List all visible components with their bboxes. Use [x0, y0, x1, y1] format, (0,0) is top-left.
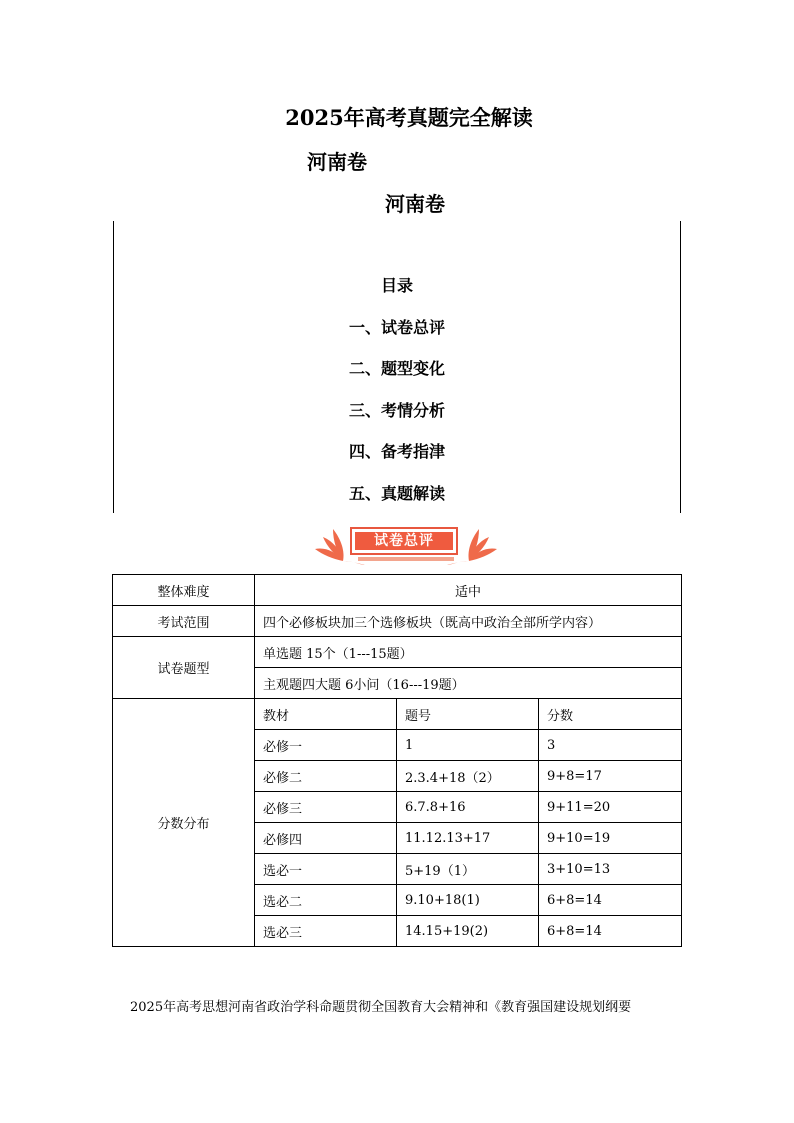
- toc-item-3[interactable]: 三、考情分析: [348, 401, 445, 420]
- types-row-1: 单选题 15个（1---15题）: [255, 637, 682, 668]
- table-row: [113, 637, 682, 668]
- dist-cell: 9+10=19: [539, 823, 682, 854]
- difficulty-label: 整体难度: [113, 575, 255, 606]
- dist-cell: 选必二: [255, 885, 397, 916]
- dist-cell: 6.7.8+16: [397, 792, 539, 823]
- toc-item-4[interactable]: 四、备考指津: [348, 442, 445, 461]
- dist-cell: 必修三: [255, 792, 397, 823]
- table-row: [113, 575, 682, 606]
- types-label: 试卷题型: [113, 637, 255, 699]
- banner-label: 试卷总评: [355, 532, 453, 550]
- dist-cell: 11.12.13+17: [397, 823, 539, 854]
- dist-cell: 2.3.4+18（2）: [397, 761, 539, 792]
- difficulty-value: 适中: [255, 575, 682, 606]
- scope-value: 四个必修板块加三个选修板块（既高中政治全部所学内容）: [255, 606, 682, 637]
- toc-heading: 目录: [380, 276, 413, 295]
- dist-cell: 必修四: [255, 823, 397, 854]
- subtitle-region-repeat: 河南卷: [385, 192, 445, 216]
- section-banner: [313, 521, 499, 567]
- toc-item-5[interactable]: 五、真题解读: [348, 484, 445, 503]
- dist-cell: 1: [397, 730, 539, 761]
- dist-cell: 选必一: [255, 854, 397, 885]
- dist-cell: 选必三: [255, 916, 397, 947]
- dist-cell: 14.15+19(2): [397, 916, 539, 947]
- dist-cell: 6+8=14: [539, 885, 682, 916]
- dist-cell: 5+19（1）: [397, 854, 539, 885]
- dist-header-question: 题号: [397, 699, 539, 730]
- subtitle-region: 河南卷: [307, 150, 367, 174]
- dist-cell: 必修二: [255, 761, 397, 792]
- dist-cell: 9+8=17: [539, 761, 682, 792]
- page-title: 2025年高考真题完全解读: [285, 105, 533, 130]
- toc-item-1[interactable]: 一、试卷总评: [348, 318, 445, 337]
- table-row: [113, 699, 682, 730]
- exam-summary-table: [112, 574, 682, 947]
- dist-header-score: 分数: [539, 699, 682, 730]
- dist-header-textbook: 教材: [255, 699, 397, 730]
- scope-label: 考试范围: [113, 606, 255, 637]
- dist-cell: 9.10+18(1): [397, 885, 539, 916]
- types-row-2: 主观题四大题 6小问（16---19题）: [255, 668, 682, 699]
- body-paragraph: 2025年高考思想河南省政治学科命题贯彻全国教育大会精神和《教育强国建设规划纲要: [130, 1000, 632, 1015]
- distribution-label: 分数分布: [113, 699, 255, 947]
- table-row: [113, 606, 682, 637]
- dist-cell: 3+10=13: [539, 854, 682, 885]
- dist-cell: 3: [539, 730, 682, 761]
- banner-frame: [350, 527, 458, 555]
- toc-item-2[interactable]: 二、题型变化: [348, 359, 445, 378]
- dist-cell: 6+8=14: [539, 916, 682, 947]
- dist-cell: 9+11=20: [539, 792, 682, 823]
- dist-cell: 必修一: [255, 730, 397, 761]
